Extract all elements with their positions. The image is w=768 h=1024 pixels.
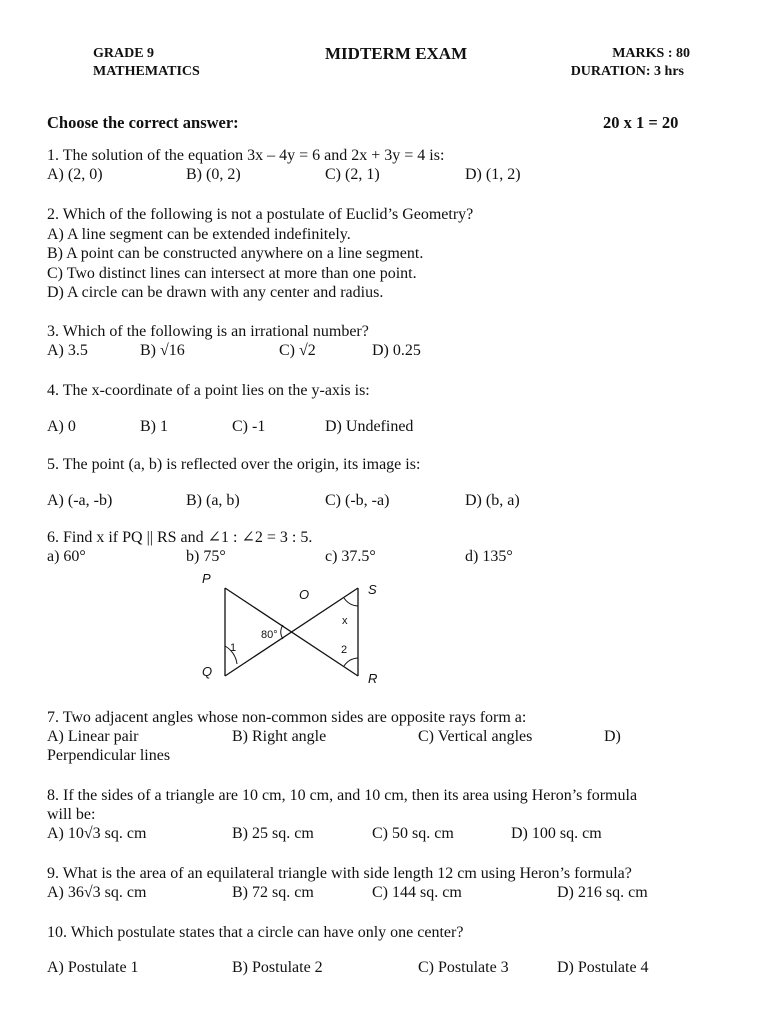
q6-option-b: b) 75° <box>186 548 226 565</box>
marks-label: MARKS : 80 <box>612 46 690 61</box>
question-1: 1. The solution of the equation 3x – 4y = 6 and 2x + 3y = 4 is: <box>47 147 445 164</box>
question-8-cont: will be: <box>47 806 96 823</box>
question-9: 9. What is the area of an equilateral triangle with side length 12 cm using Heron’s formula? <box>47 865 632 882</box>
q10-option-a: A) Postulate 1 <box>47 959 139 976</box>
label-angle-1: 1 <box>230 642 237 654</box>
angle-2-arc <box>344 658 358 666</box>
question-10: 10. Which postulate states that a circle can have only one center? <box>47 924 464 941</box>
q6-option-d: d) 135° <box>465 548 513 565</box>
q2-option-c: C) Two distinct lines can intersect at more than one point. <box>47 265 417 282</box>
q5-option-b: B) (a, b) <box>186 492 240 509</box>
question-7: 7. Two adjacent angles whose non-common sides are opposite rays form a: <box>47 709 527 726</box>
q8-option-b: B) 25 sq. cm <box>232 825 314 842</box>
q8-option-d: D) 100 sq. cm <box>511 825 602 842</box>
question-6: 6. Find x if PQ || RS and ∠1 : ∠2 = 3 : 5. <box>47 529 313 546</box>
q5-option-c: C) (-b, -a) <box>325 492 390 509</box>
q4-option-d: D) Undefined <box>325 418 414 435</box>
q7-option-c: C) Vertical angles <box>418 728 533 745</box>
angle-x-arc <box>344 598 358 606</box>
subject-label: MATHEMATICS <box>93 64 200 79</box>
q1-option-d: D) (1, 2) <box>465 166 521 183</box>
q4-option-c: C) -1 <box>232 418 266 435</box>
duration-label: DURATION: 3 hrs <box>570 64 684 79</box>
q8-option-c: C) 50 sq. cm <box>372 825 454 842</box>
label-angle-x: x <box>342 615 348 627</box>
q9-option-a: A) 36√3 sq. cm <box>47 884 147 901</box>
q6-option-c: c) 37.5° <box>325 548 376 565</box>
q2-option-d: D) A circle can be drawn with any center and radius. <box>47 284 384 301</box>
q9-option-c: C) 144 sq. cm <box>372 884 462 901</box>
q1-option-a: A) (2, 0) <box>47 166 103 183</box>
q10-option-c: C) Postulate 3 <box>418 959 509 976</box>
q4-option-b: B) 1 <box>140 418 168 435</box>
label-o: O <box>299 587 310 602</box>
question-8: 8. If the sides of a triangle are 10 cm, 10 cm, and 10 cm, then its area using Heron’s formula <box>47 787 638 804</box>
q2-option-b: B) A point can be constructed anywhere on a line segment. <box>47 245 424 262</box>
question-2: 2. Which of the following is not a postulate of Euclid’s Geometry? <box>47 206 474 223</box>
q9-option-b: B) 72 sq. cm <box>232 884 314 901</box>
q5-option-a: A) (-a, -b) <box>47 492 113 509</box>
q2-option-a: A) A line segment can be extended indefinitely. <box>47 226 351 243</box>
q7-option-d-text: Perpendicular lines <box>47 747 171 764</box>
q10-option-d: D) Postulate 4 <box>557 959 649 976</box>
label-r: R <box>368 671 378 686</box>
question-4: 4. The x-coordinate of a point lies on the y-axis is: <box>47 382 370 399</box>
q3-option-c: C) √2 <box>279 342 316 359</box>
q7-option-d: D) <box>604 728 621 745</box>
parallel-lines-diagram <box>192 568 402 690</box>
section-instruction: Choose the correct answer: <box>47 113 239 132</box>
question-5: 5. The point (a, b) is reflected over the origin, its image is: <box>47 456 421 473</box>
q1-option-b: B) (0, 2) <box>186 166 241 183</box>
q1-option-c: C) (2, 1) <box>325 166 380 183</box>
label-s: S <box>368 582 377 597</box>
q10-option-b: B) Postulate 2 <box>232 959 323 976</box>
q3-option-a: A) 3.5 <box>47 342 88 359</box>
label-angle-2: 2 <box>341 644 348 656</box>
q5-option-d: D) (b, a) <box>465 492 520 509</box>
q3-option-d: D) 0.25 <box>372 342 421 359</box>
section-scoring: 20 x 1 = 20 <box>603 113 679 132</box>
label-angle-o: 80° <box>261 629 278 641</box>
q4-option-a: A) 0 <box>47 418 76 435</box>
label-q: Q <box>202 664 213 679</box>
angle-o-arc <box>281 625 283 639</box>
label-p: P <box>202 571 211 586</box>
question-3: 3. Which of the following is an irrational number? <box>47 323 369 340</box>
q7-option-a: A) Linear pair <box>47 728 139 745</box>
exam-title: MIDTERM EXAM <box>325 44 468 63</box>
q3-option-b: B) √16 <box>140 342 185 359</box>
q8-option-a: A) 10√3 sq. cm <box>47 825 147 842</box>
grade-label: GRADE 9 <box>93 46 155 61</box>
q9-option-d: D) 216 sq. cm <box>557 884 648 901</box>
q7-option-b: B) Right angle <box>232 728 327 745</box>
q6-option-a: a) 60° <box>47 548 86 565</box>
